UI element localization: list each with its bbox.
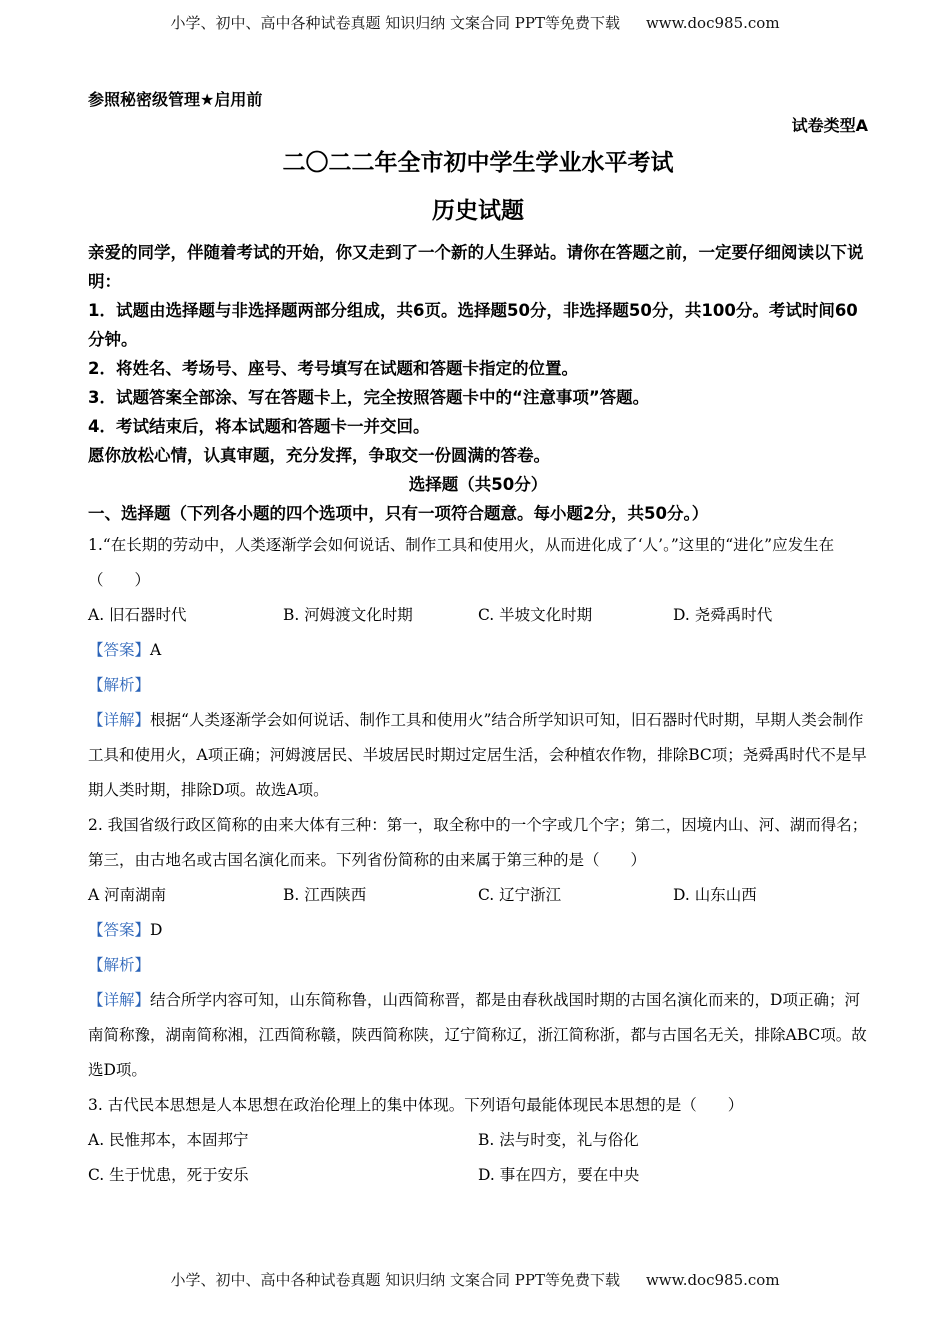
analysis-label: 【解析】: [88, 956, 151, 974]
footer-text: 小学、初中、高中各种试卷真题 知识归纳 文案合同 PPT等免费下载: [170, 1271, 620, 1289]
paper-type: 试卷类型A: [791, 116, 868, 135]
option-d: D. 尧舜禹时代: [673, 606, 773, 624]
secret-level: 参照秘密级管理★启用前: [88, 90, 263, 109]
page-footer: [0, 1269, 950, 1290]
subject-title: 历史试题: [432, 198, 524, 224]
section-title: 选择题（共50分）: [408, 475, 548, 494]
option-b: B. 江西陕西: [283, 886, 367, 904]
footer-url[interactable]: www.doc985.com: [645, 1271, 780, 1289]
option-c: C. 生于忧患，死于安乐: [88, 1166, 249, 1184]
option-c: C. 辽宁浙江: [478, 886, 562, 904]
option-a: A. 民惟邦本，本固邦宁: [88, 1131, 249, 1149]
options: [88, 878, 868, 913]
analysis-line: [88, 948, 868, 983]
detail-label: 【详解】: [88, 711, 151, 729]
detail-label: 【详解】: [88, 991, 151, 1009]
instruction-line: 亲爱的同学，伴随着考试的开始，你又走到了一个新的人生驿站。请你在答题之前，一定要仔细阅读以下说明：: [88, 243, 864, 291]
detail-line: [88, 703, 868, 808]
exam-title: 二〇二二年全市初中学生学业水平考试: [282, 150, 674, 176]
answer-value: D: [150, 921, 163, 939]
options: [88, 598, 868, 633]
detail-text: 根据“人类逐渐学会如何说话、制作工具和使用火”结合所学知识可知，旧石器时代时期，早期人类会制作工具和使用火，A项正确；河姆渡居民、半坡居民时期过定居生活，会种植农作物，排除BC项；尧舜禹时代不是早期人类时期，排除D项。故选A项。: [88, 711, 867, 799]
answer-line: [88, 633, 868, 668]
detail-line: [88, 983, 868, 1088]
detail-text: 结合所学内容可知，山东简称鲁，山西简称晋，都是由春秋战国时期的古国名演化而来的，D项正确；河南简称豫，湖南简称湘，江西简称赣，陕西简称陕，辽宁简称辽，浙江简称浙，都与古国名无关，排除ABC项。故选D项。: [88, 991, 867, 1079]
question-stem: 3. 古代民本思想是人本思想在政治伦理上的集中体现。下列语句最能体现民本思想的是（ ）: [88, 1096, 744, 1114]
exam-page: [88, 88, 868, 1193]
answer-label: 【答案】: [88, 921, 151, 939]
page-header: [0, 12, 950, 33]
option-a: A 河南湖南: [88, 886, 167, 904]
part-title: 一、选择题（下列各小题的四个选项中，只有一项符合题意。每小题2分，共50分。）: [88, 504, 709, 523]
instruction-line: 2．将姓名、考场号、座号、考号填写在试题和答题卡指定的位置。: [88, 359, 578, 378]
question-2: [88, 808, 868, 1088]
question-1: [88, 528, 868, 808]
answer-line: [88, 913, 868, 948]
option-d: D. 事在四方，要在中央: [478, 1166, 640, 1184]
options-row-1: [88, 1123, 868, 1158]
answer-value: A: [150, 641, 162, 659]
option-a: A. 旧石器时代: [88, 606, 187, 624]
option-b: B. 河姆渡文化时期: [283, 606, 413, 624]
option-b: B. 法与时变，礼与俗化: [478, 1131, 639, 1149]
question-stem: 2. 我国省级行政区简称的由来大体有三种：第一，取全称中的一个字或几个字；第二，因境内山、河、湖而得名；第三，由古地名或古国名演化而来。下列省份简称的由来属于第三种的是（ ）: [88, 816, 868, 869]
instruction-line: 1．试题由选择题与非选择题两部分组成，共6页。选择题50分，非选择题50分，共100分。考试时间60分钟。: [88, 301, 858, 349]
header-url[interactable]: www.doc985.com: [645, 14, 780, 32]
answer-label: 【答案】: [88, 641, 151, 659]
question-stem: 1.“在长期的劳动中，人类逐渐学会如何说话、制作工具和使用火，从而进化成了‘人’。”这里的“进化”应发生在（ ）: [88, 536, 835, 589]
analysis-label: 【解析】: [88, 676, 151, 694]
instruction-line: 愿你放松心情，认真审题，充分发挥，争取交一份圆满的答卷。: [88, 446, 550, 465]
option-d: D. 山东山西: [673, 886, 757, 904]
question-3: [88, 1088, 868, 1193]
instructions: [88, 238, 868, 470]
option-c: C. 半坡文化时期: [478, 606, 593, 624]
analysis-line: [88, 668, 868, 703]
instruction-line: 3．试题答案全部涂、写在答题卡上，完全按照答题卡中的“注意事项”答题。: [88, 388, 650, 407]
options-row-2: [88, 1158, 868, 1193]
instruction-line: 4．考试结束后，将本试题和答题卡一并交回。: [88, 417, 430, 436]
header-text: 小学、初中、高中各种试卷真题 知识归纳 文案合同 PPT等免费下载: [170, 14, 620, 32]
